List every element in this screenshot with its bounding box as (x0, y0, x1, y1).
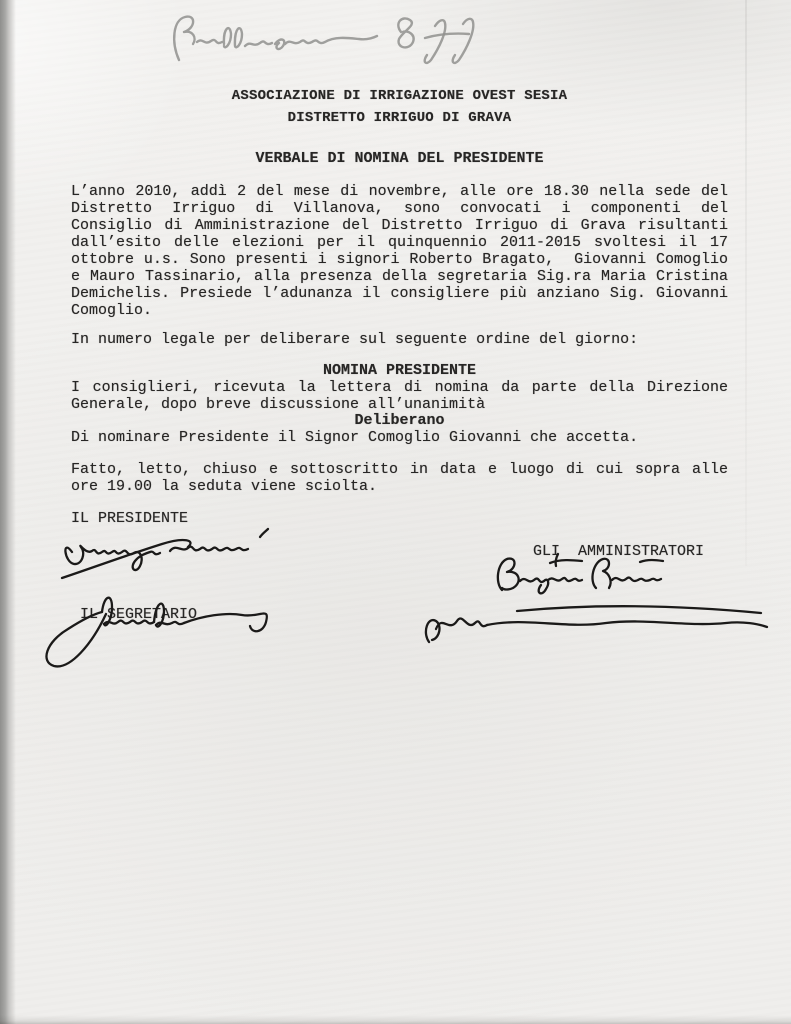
administrator-signature-tassinario (421, 596, 773, 650)
paragraph-opening: L’anno 2010, addì 2 del mese di novembre, alle ore 18.30 nella sede del Distretto Irriguo di Villanova, sono convocati i componenti del Consiglio di Amministrazione del Distretto Irriguo di Grava risultanti dall’esito delle elezioni per il quinquennio 2011-2015 svoltesi il 17 ottobre u.s. Sono presenti i signori Roberto Bragato, Giovanni Comoglio e Mauro Tassinario, alla presenza della segretaria Sig.ra Maria Cristina Demichelis. Presiede l’adunanza il consigliere più anziano Sig. Giovanni Comoglio. (71, 183, 728, 319)
administrator-signature-bragato (492, 550, 670, 602)
paragraph-consiglieri: I consiglieri, ricevuta la lettera di nomina da parte della Direzione Generale, dopo breve discussione all’unanimità (71, 379, 728, 413)
page-bottom-edge (0, 1015, 791, 1024)
organization-name: ASSOCIAZIONE DI IRRIGAZIONE OVEST SESIA (231, 88, 568, 104)
paragraph-delibera: Di nominare Presidente il Signor Comoglio Giovanni che accetta. (71, 429, 639, 446)
paragraph-closing: Fatto, letto, chiuso e sottoscritto in data e luogo di cui sopra alle ore 19.00 la seduta viene sciolta. (71, 461, 728, 495)
organization-header (71, 85, 728, 129)
secretary-label: IL SEGRETARIO (80, 606, 198, 623)
president-signature (58, 520, 280, 586)
president-label: IL PRESIDENTE (71, 510, 189, 527)
document-title: VERBALE DI NOMINA DEL PRESIDENTE (255, 150, 544, 167)
scanner-edge-shadow (0, 0, 16, 1024)
secretary-signature (36, 584, 284, 674)
paragraph-agenda: In numero legale per deliberare sul seguente ordine del giorno: (71, 331, 639, 348)
heading-deliberano: Deliberano (354, 412, 445, 429)
administrators-label: GLI AMMINISTRATORI (533, 543, 705, 560)
district-name: DISTRETTO IRRIGUO DI GRAVA (287, 110, 512, 126)
paper-fold-line (745, 0, 747, 566)
heading-nomina-presidente: NOMINA PRESIDENTE (322, 362, 477, 379)
handwritten-annotation (163, 8, 515, 68)
